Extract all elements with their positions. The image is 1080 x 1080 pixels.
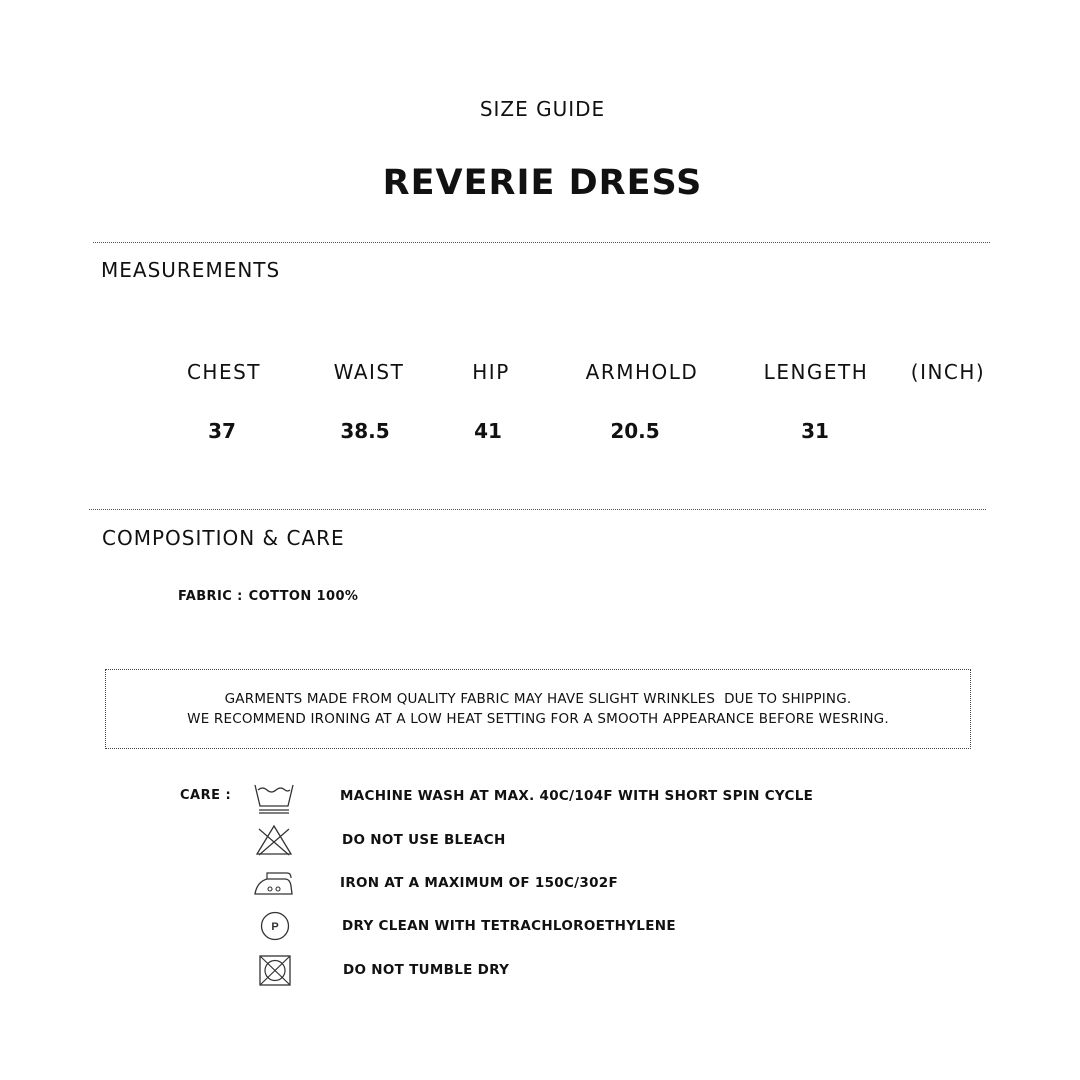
- wrinkle-notice-box: [105, 669, 971, 749]
- iron-medium-icon: [251, 866, 297, 900]
- header-armhold: ARMHOLD: [585, 360, 699, 384]
- care-text-dry-clean: DRY CLEAN WITH TETRACHLOROETHYLENE: [342, 918, 676, 934]
- header-length: LENGETH: [763, 360, 869, 384]
- measurements-heading: MEASUREMENTS: [101, 258, 281, 282]
- value-chest: 37: [208, 419, 236, 443]
- svg-text:P: P: [271, 921, 279, 933]
- header-waist: WAIST: [333, 360, 405, 384]
- value-waist: 38.5: [340, 419, 390, 443]
- care-label: CARE :: [180, 788, 232, 803]
- fabric-label: FABRIC :: [178, 589, 243, 604]
- divider-middle: [89, 509, 986, 510]
- value-armhold: 20.5: [610, 419, 660, 443]
- fabric-value: COTTON 100%: [248, 589, 359, 604]
- care-text-wash: MACHINE WASH AT MAX. 40C/104F WITH SHORT SPIN CYCLE: [340, 788, 814, 804]
- wash-40-icon: [251, 780, 297, 814]
- no-bleach-icon: [251, 823, 297, 857]
- value-length: 31: [801, 419, 829, 443]
- care-text-iron: IRON AT A MAXIMUM OF 150C/302F: [340, 875, 619, 891]
- value-hip: 41: [474, 419, 502, 443]
- care-text-bleach: DO NOT USE BLEACH: [342, 832, 506, 848]
- no-tumble-dry-icon: [251, 953, 297, 987]
- fabric-line: [178, 589, 358, 604]
- header-chest: CHEST: [186, 360, 262, 384]
- product-title: REVERIE DRESS: [382, 163, 703, 203]
- notice-line-1: GARMENTS MADE FROM QUALITY FABRIC MAY HAVE SLIGHT WRINKLES DUE TO SHIPPING.: [224, 691, 852, 707]
- header-hip: HIP: [472, 360, 510, 384]
- composition-heading: COMPOSITION & CARE: [102, 526, 345, 550]
- dry-clean-p-icon: [251, 909, 297, 943]
- header-unit: (INCH): [910, 360, 986, 384]
- care-text-tumble: DO NOT TUMBLE DRY: [343, 962, 510, 978]
- size-guide-label: SIZE GUIDE: [479, 97, 606, 121]
- notice-line-2: WE RECOMMEND IRONING AT A LOW HEAT SETTING FOR A SMOOTH APPEARANCE BEFORE WESRING.: [187, 711, 889, 727]
- divider-top: [93, 242, 990, 243]
